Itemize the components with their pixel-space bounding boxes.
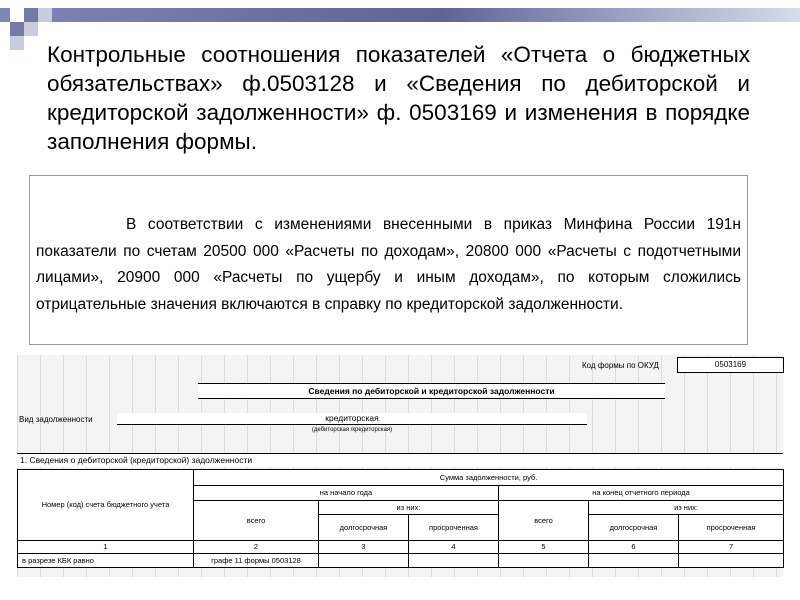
- table-cell: [679, 554, 784, 568]
- decor-square: [24, 8, 38, 22]
- note-text: В соответствии с изменениями внесенными в приказ Минфина России 191н показатели по счетам 20500 000 «Расчеты по доходам», 20800 000 «Расчеты с подотчетными лицами», 20900 000 «Расчеты по ущербу и иным доходам», по которым сложились отрицательные значения включаются в справку по кредиторской задолженности.: [36, 216, 741, 313]
- of-which-start-header: из них:: [319, 501, 499, 515]
- kbk-row-label: в разрезе КБК равно: [18, 554, 194, 568]
- table-cell: [499, 554, 589, 568]
- table-cell: [319, 554, 409, 568]
- table-cell: [409, 554, 499, 568]
- decor-square: [10, 36, 24, 50]
- okud-value: 0503169: [677, 357, 784, 373]
- note-box: [29, 175, 748, 345]
- decor-square: [10, 8, 24, 22]
- column-number: 7: [679, 541, 784, 554]
- column-number: 6: [589, 541, 679, 554]
- column-number: 3: [319, 541, 409, 554]
- total-start-header: всего: [194, 501, 319, 541]
- column-number: 5: [499, 541, 589, 554]
- total-end-header: всего: [499, 501, 589, 541]
- of-which-end-header: из них:: [589, 501, 784, 515]
- kbk-row-reference: графе 11 формы 0503128: [194, 554, 319, 568]
- debt-type-hint: (дебиторская /кредиторская): [311, 427, 393, 433]
- debt-table: [17, 469, 784, 568]
- column-number: 1: [18, 541, 194, 554]
- sum-header: Сумма задолженности, руб.: [194, 470, 784, 486]
- table-cell: [589, 554, 679, 568]
- decor-square: [10, 22, 24, 36]
- long-term-start-header: долгосрочная: [319, 515, 409, 541]
- top-decorative-bar: [0, 8, 800, 22]
- account-header: Номер (код) счета бюджетного учета: [18, 470, 194, 541]
- overdue-end-header: просроченная: [679, 515, 784, 541]
- start-of-year-header: на начало года: [194, 486, 499, 501]
- slide-title: Контрольные соотношения показателей «Отчета о бюджетных обязательствах» ф.0503128 и «Сведения по дебиторской и кредиторской задолженности» ф. 0503169 и изменения в порядке заполнения формы.: [47, 42, 750, 154]
- column-number: 4: [409, 541, 499, 554]
- okud-label: Код формы по ОКУД: [582, 361, 659, 370]
- form-title: Сведения по дебиторской и кредиторской задолженности: [198, 383, 665, 399]
- form-0503169: [17, 355, 783, 577]
- end-of-period-header: на конец отчетного периода: [499, 486, 784, 501]
- decor-square: [38, 8, 52, 22]
- long-term-end-header: долгосрочная: [589, 515, 679, 541]
- section-heading: 1. Сведения о дебиторской (кредиторской) задолженности: [17, 453, 783, 467]
- debt-type-value: кредиторская: [117, 413, 587, 425]
- column-number: 2: [194, 541, 319, 554]
- debt-type-label: Вид задолженности: [19, 415, 93, 424]
- decor-square: [24, 22, 38, 36]
- overdue-start-header: просроченная: [409, 515, 499, 541]
